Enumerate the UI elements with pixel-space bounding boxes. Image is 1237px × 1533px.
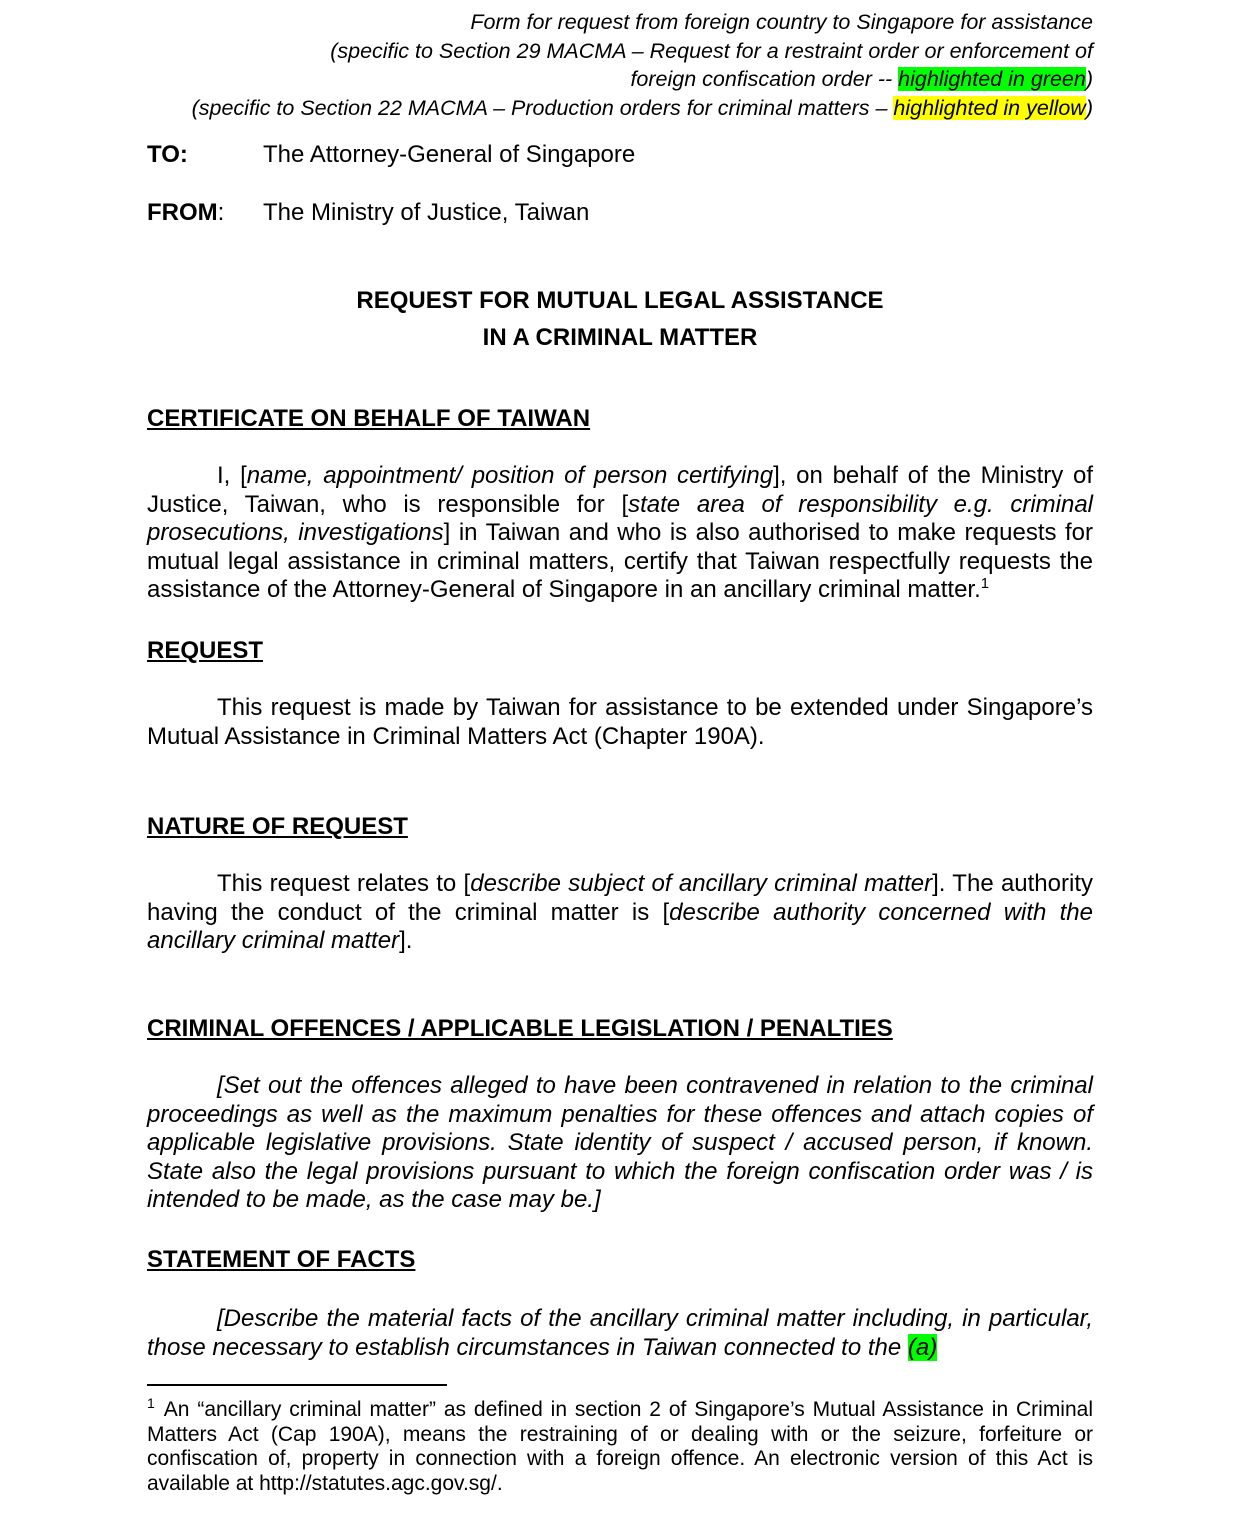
header-note [147, 8, 1093, 122]
from-label-word: FROM [147, 199, 218, 226]
nature-paragraph [147, 870, 1093, 956]
certificate-paragraph [147, 462, 1093, 605]
nature-placeholder-subject: describe subject of ancillary criminal matter [470, 870, 933, 898]
document-title-line1: REQUEST FOR MUTUAL LEGAL ASSISTANCE [356, 287, 884, 314]
document-title-line2: IN A CRIMINAL MATTER [482, 324, 758, 351]
sender-row [147, 198, 1093, 227]
nature-run3: ]. The authority having the conduct of the criminal matter is [ [147, 870, 1093, 926]
footnote [147, 1395, 1093, 1496]
from-label [147, 198, 263, 227]
to-label: TO: [147, 141, 188, 168]
offences-paragraph: [Set out the offences alleged to have been contravened in relation to the criminal proceedings as well as the maximum penalties for these offences and attach copies of applicable legislative provisions. State identity of suspect / accused person, if known. State also the legal provisions pursuant to which the foreign confiscation order was / is intended to be made, as the case may be.] [147, 1071, 1093, 1214]
nature-run5: ]. [399, 927, 413, 955]
header-note-line3-text: foreign confiscation order -- [630, 67, 899, 91]
certificate-placeholder-name: name, appointment/ position of person certifying [246, 462, 774, 489]
section-heading-certificate: CERTIFICATE ON BEHALF OF TAIWAN [147, 405, 591, 432]
certificate-placeholder-responsibility: state area of responsibility e.g. criminal prosecutions, investigations [147, 490, 1094, 547]
header-note-line3-close: ) [1085, 67, 1093, 91]
facts-paragraph [147, 1305, 1093, 1362]
header-note-line3 [147, 65, 1093, 94]
section-heading-statement-of-facts: STATEMENT OF FACTS [147, 1245, 416, 1273]
footnote-marker: 1 [147, 1395, 155, 1412]
footnote-reference: 1 [980, 575, 990, 593]
footnote-text: An “ancillary criminal matter” as defined in section 2 of Singapore’s Mutual Assistance in Criminal Matters Act (Cap 190A), means the restraining of or dealing with or the seizure, forfeiture or confiscation of, property in connection with a foreign offence. An electronic version of this Act is available at http://statutes.agc.gov.sg/. [147, 1398, 1093, 1495]
nature-placeholder-authority: describe authority concerned with the ancillary criminal matter [147, 898, 1094, 955]
section-heading-request: REQUEST [147, 636, 264, 664]
from-label-colon: : [217, 199, 225, 226]
to-value: The Attorney-General of Singapore [263, 141, 636, 168]
header-note-line4-text: (specific to Section 22 MACMA – Production orders for criminal matters – [191, 95, 894, 120]
header-note-line4-close: ) [1085, 95, 1093, 120]
facts-run1: [Describe the material facts of the ancillary criminal matter including, in particular, those necessary to establish circumstances in Taiwan connected to the [147, 1304, 1093, 1361]
header-note-line1: Form for request from foreign country to Singapore for assistance [470, 10, 1093, 34]
yellow-highlight: highlighted in yellow [893, 95, 1086, 120]
certificate-run5: ] in Taiwan and who is also authorised to make requests for mutual legal assistance in criminal matters, certify that Taiwan respectfully requests the assistance of the Attorney-General of Singapore in an ancillary criminal matter. [147, 519, 1093, 604]
certificate-run1: I, [ [217, 462, 247, 489]
header-note-line4 [147, 94, 1093, 123]
addressee-row [147, 140, 1093, 169]
footnote-separator [147, 1384, 447, 1386]
section-heading-criminal-offences: CRIMINAL OFFENCES / APPLICABLE LEGISLATION / PENALTIES [147, 1014, 893, 1042]
request-paragraph: This request is made by Taiwan for assistance to be extended under Singapore’s Mutual Assistance in Criminal Matters Act (Chapter 190A). [147, 693, 1093, 750]
certificate-run3: ], on behalf of the Ministry of Justice, Taiwan, who is responsible for [ [147, 462, 1093, 518]
section-heading-nature-of-request: NATURE OF REQUEST [147, 813, 408, 841]
nature-run1: This request relates to [ [217, 870, 471, 898]
from-value: The Ministry of Justice, Taiwan [263, 199, 590, 226]
green-highlight: highlighted in green [898, 67, 1086, 91]
facts-green-highlight: (a) [907, 1333, 938, 1361]
document-title [147, 282, 1093, 356]
header-note-line2: (specific to Section 29 MACMA – Request for a restraint order or enforcement of [330, 38, 1093, 63]
